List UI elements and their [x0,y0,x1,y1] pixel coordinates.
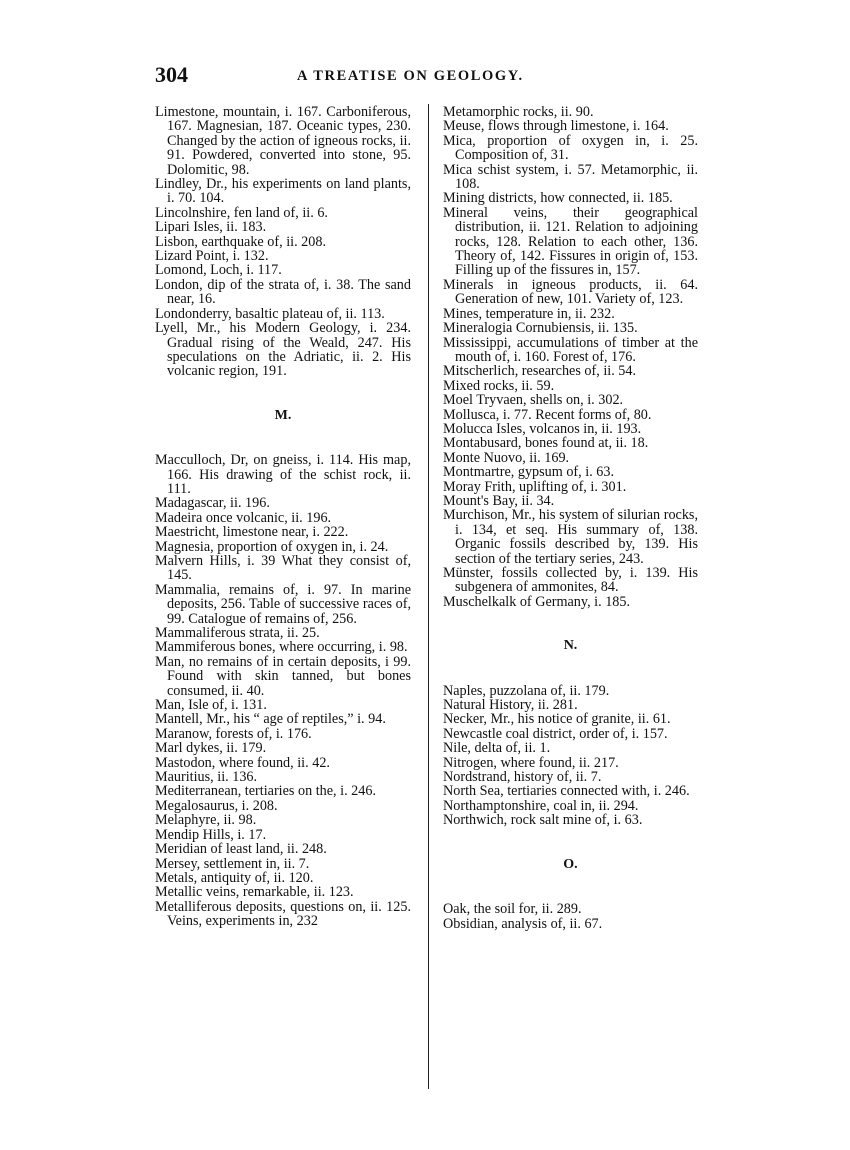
index-entry: Moray Frith, uplifting of, i. 301. [443,478,627,495]
index-entry: Murchison, Mr., his system of silurian rocks, i. 134, et seq. His summary of, 138. Organic fossils described by, 139. His section of the tertiary series, 243. [443,507,698,567]
index-entry: Molucca Isles, volcanos in, ii. 193. [443,420,642,437]
index-entry: Meuse, flows through limestone, i. 164. [443,118,669,135]
index-entry: Metalliferous deposits, questions on, ii. 125. Veins, experiments in, 232 [155,898,411,930]
index-entry: Macculloch, Dr, on gneiss, i. 114. His map, 166. His drawing of the schist rock, ii. 111. [155,452,411,497]
index-entry: Minerals in igneous products, ii. 64. Generation of new, 101. Variety of, 123. [443,276,698,308]
section-heading-o: O. [563,856,578,872]
index-entry: Mediterranean, tertiaries on the, i. 246. [155,783,377,800]
index-entry: Meridian of least land, ii. 248. [155,841,327,858]
index-entry: Obsidian, analysis of, ii. 67. [443,915,603,932]
index-entry: Moel Tryvaen, shells on, i. 302. [443,392,624,409]
index-entry: Man, no remains of in certain deposits, i 99. Found with skin tanned, but bones consumed, ii. 40. [155,653,411,699]
index-entry: Newcastle coal district, order of, i. 157. [443,725,668,742]
index-entry: Mica, proportion of oxygen in, i. 25. Composition of, 31. [443,132,698,164]
entry-group-l [155,105,411,379]
index-entry: Nordstrand, history of, ii. 7. [443,769,602,786]
index-entry: Malvern Hills, i. 39 What they consist of, 145. [155,552,411,584]
index-entry: Mersey, settlement in, ii. 7. [155,855,310,872]
index-entry: Mammaliferous strata, ii. 25. [155,625,320,641]
entry-group-o [443,902,698,931]
index-entry: Madeira once volcanic, ii. 196. [155,509,332,526]
index-entry: Metallic veins, remarkable, ii. 123. [155,884,354,901]
index-entry: Montabusard, bones found at, ii. 18. [443,435,649,452]
index-entry: Metamorphic rocks, ii. 90. [443,104,594,120]
index-entry: Mississippi, accumulations of timber at the mouth of, i. 160. Forest of, 176. [443,334,698,365]
index-entry: Mollusca, i. 77. Recent forms of, 80. [443,406,652,423]
index-entry: Mitscherlich, researches of, ii. 54. [443,363,637,380]
index-entry: Münster, fossils collected by, i. 139. His subgenera of ammonites, 84. [443,565,698,596]
page-header [155,62,715,92]
section-heading-n: N. [563,638,578,654]
index-entry: Mendip Hills, i. 17. [155,826,267,843]
index-entry: Mantell, Mr., his “ age of reptiles,” i. 94. [155,711,386,728]
index-entry: Muschelkalk of Germany, i. 185. [443,593,631,610]
index-entry: Montmartre, gypsum of, i. 63. [443,464,615,481]
index-entry: Mineral veins, their geographical distribution, ii. 121. Relation to adjoining rocks, 128. Relation to each other, 136. Theory of, 142. Fissures in origin of, 153. Filling up of the fissures in, 157. [443,204,698,279]
index-entry: Natural History, ii. 281. [443,697,578,714]
index-column-right [443,105,698,931]
index-entry: Lomond, Loch, i. 117. [155,262,282,279]
index-entry: Madagascar, ii. 196. [155,495,270,512]
entry-group-m-cont [443,105,698,609]
index-entry: Maestricht, limestone near, i. 222. [155,524,349,541]
index-entry: Lizard Point, i. 132. [155,248,269,265]
index-entry: Lipari Isles, ii. 183. [155,219,267,236]
index-entry: Necker, Mr., his notice of granite, ii. 61. [443,711,671,728]
index-entry: Limestone, mountain, i. 167. Carboniferous, 167. Magnesian, 187. Oceanic types, 230. Changed by the action of igneous rocks, ii. 91. Powdered, converted into stone, 95. Dolomitic, 98. [155,104,411,178]
index-entry: Northwich, rock salt mine of, i. 63. [443,812,643,829]
section-heading-m: M. [274,407,292,423]
page-number: 304 [155,62,188,87]
index-entry: Londonderry, basaltic plateau of, ii. 113. [155,305,385,322]
index-entry: Man, Isle of, i. 131. [155,697,267,714]
index-entry: Mines, temperature in, ii. 232. [443,305,615,322]
index-entry: Mica schist system, i. 57. Metamorphic, ii. 108. [443,161,698,193]
index-entry: Mining districts, how connected, ii. 185. [443,190,673,207]
index-entry: Lyell, Mr., his Modern Geology, i. 234. Gradual rising of the Weald, 247. His speculations on the Adriatic, ii. 2. His volcanic region, 191. [155,320,411,380]
entry-group-m [155,453,411,928]
index-entry: Mount's Bay, ii. 34. [443,492,555,509]
entry-group-n [443,684,698,828]
running-title: A TREATISE ON GEOLOGY. [297,68,524,84]
index-entry: Mixed rocks, ii. 59. [443,377,555,394]
column-divider [428,104,429,1089]
index-entry: Nile, delta of, ii. 1. [443,740,551,757]
index-entry: Mammalia, remains of, i. 97. In marine deposits, 256. Table of successive races of, 99. Catalogue of remains of, 256. [155,581,411,627]
index-entry: Mastodon, where found, ii. 42. [155,754,330,771]
index-entry: Magnesia, proportion of oxygen in, i. 24. [155,538,389,555]
index-entry: Northamptonshire, coal in, ii. 294. [443,797,639,814]
index-entry: North Sea, tertiaries connected with, i. 246. [443,783,690,800]
index-entry: Marl dykes, ii. 179. [155,740,267,757]
index-entry: Metals, antiquity of, ii. 120. [155,869,314,886]
index-entry: Monte Nuovo, ii. 169. [443,449,570,466]
index-entry: Naples, puzzolana of, ii. 179. [443,682,610,699]
index-entry: Lincolnshire, fen land of, ii. 6. [155,204,328,221]
index-entry: Oak, the soil for, ii. 289. [443,901,582,918]
index-entry: Mineralogia Cornubiensis, ii. 135. [443,320,638,337]
index-entry: Melaphyre, ii. 98. [155,812,257,829]
index-entry: Lindley, Dr., his experiments on land plants, i. 70. 104. [155,176,411,207]
index-entry: Mammiferous bones, where occurring, i. 98. [155,639,408,656]
index-column-left [155,105,411,929]
index-entry: Megalosaurus, i. 208. [155,797,278,814]
index-entry: Lisbon, earthquake of, ii. 208. [155,233,326,250]
index-entry: Maranow, forests of, i. 176. [155,725,312,742]
index-entry: London, dip of the strata of, i. 38. The sand near, 16. [155,276,411,308]
index-entry: Nitrogen, where found, ii. 217. [443,754,619,771]
index-entry: Mauritius, ii. 136. [155,769,258,786]
